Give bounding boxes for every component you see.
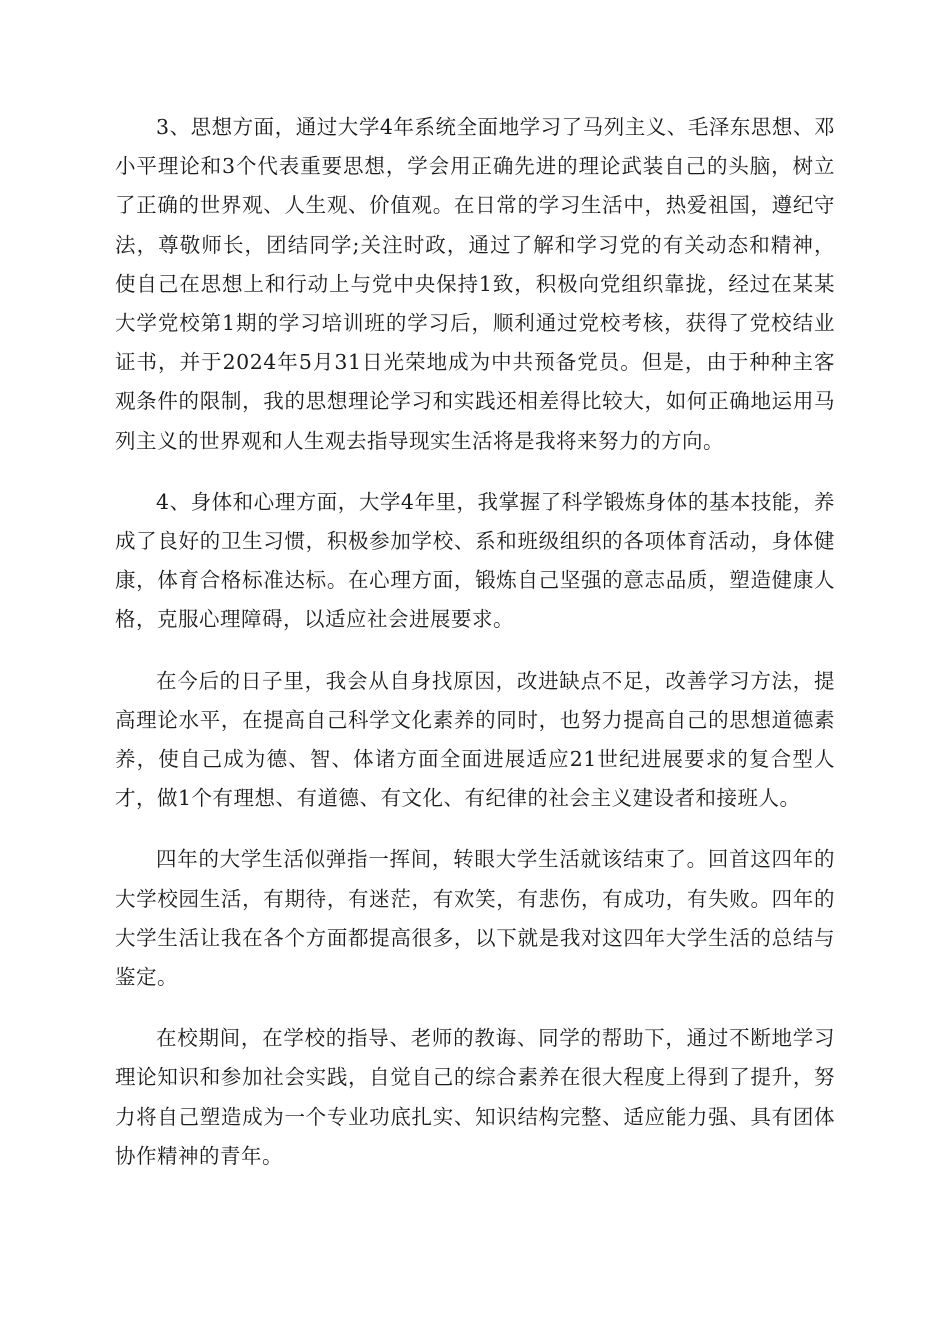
- paragraph-four-years: 四年的大学生活似弹指一挥间，转眼大学生活就该结束了。回首这四年的大学校园生活，有期待，有迷茫，有欢笑，有悲伤，有成功，有失败。四年的大学生活让我在各个方面都提高很多，以下就是我对这四年大学生活的总结与鉴定。: [115, 847, 835, 990]
- paragraph-thought: 3、思想方面，通过大学4年系统全面地学习了马列主义、毛泽东思想、邓小平理论和3个代表重要思想，学会用正确先进的理论武装自己的头脑，树立了正确的世界观、人生观、价值观。在日常的学习生活中，热爱祖国，遵纪守法，尊敬师长，团结同学;关注时政，通过了解和学习党的有关动态和精神，使自己在思想上和行动上与党中央保持1致，积极向党组织靠拢，经过在某某大学党校第1期的学习培训班的学习后，顺利通过党校考核，获得了党校结业证书，并于2024年5月31日光荣地成为中共预备党员。但是，由于种种主客观条件的限制，我的思想理论学习和实践还相差得比较大，如何正确地运用马列主义的世界观和人生观去指导现实生活将是我将来努力的方向。: [115, 115, 835, 453]
- paragraph-at-school: 在校期间，在学校的指导、老师的教诲、同学的帮助下，通过不断地学习理论知识和参加社会实践，自觉自己的综合素养在很大程度上得到了提升，努力将自己塑造成为一个专业功底扎实、知识结构完整、适应能力强、具有团体协作精神的青年。: [115, 1026, 835, 1168]
- paragraph-body-mind: 4、身体和心理方面，大学4年里，我掌握了科学锻炼身体的基本技能，养成了良好的卫生习惯，积极参加学校、系和班级组织的各项体育活动，身体健康，体育合格标准达标。在心理方面，锻炼自己坚强的意志品质，塑造健康人格，克服心理障碍，以适应社会进展要求。: [115, 489, 835, 632]
- paragraph-future: 在今后的日子里，我会从自身找原因，改进缺点不足，改善学习方法，提高理论水平，在提高自己科学文化素养的同时，也努力提高自己的思想道德素养，使自己成为德、智、体诸方面全面进展适应21世纪进展要求的复合型人才，做1个有理想、有道德、有文化、有纪律的社会主义建设者和接班人。: [115, 668, 835, 811]
- document-body: [115, 108, 835, 1198]
